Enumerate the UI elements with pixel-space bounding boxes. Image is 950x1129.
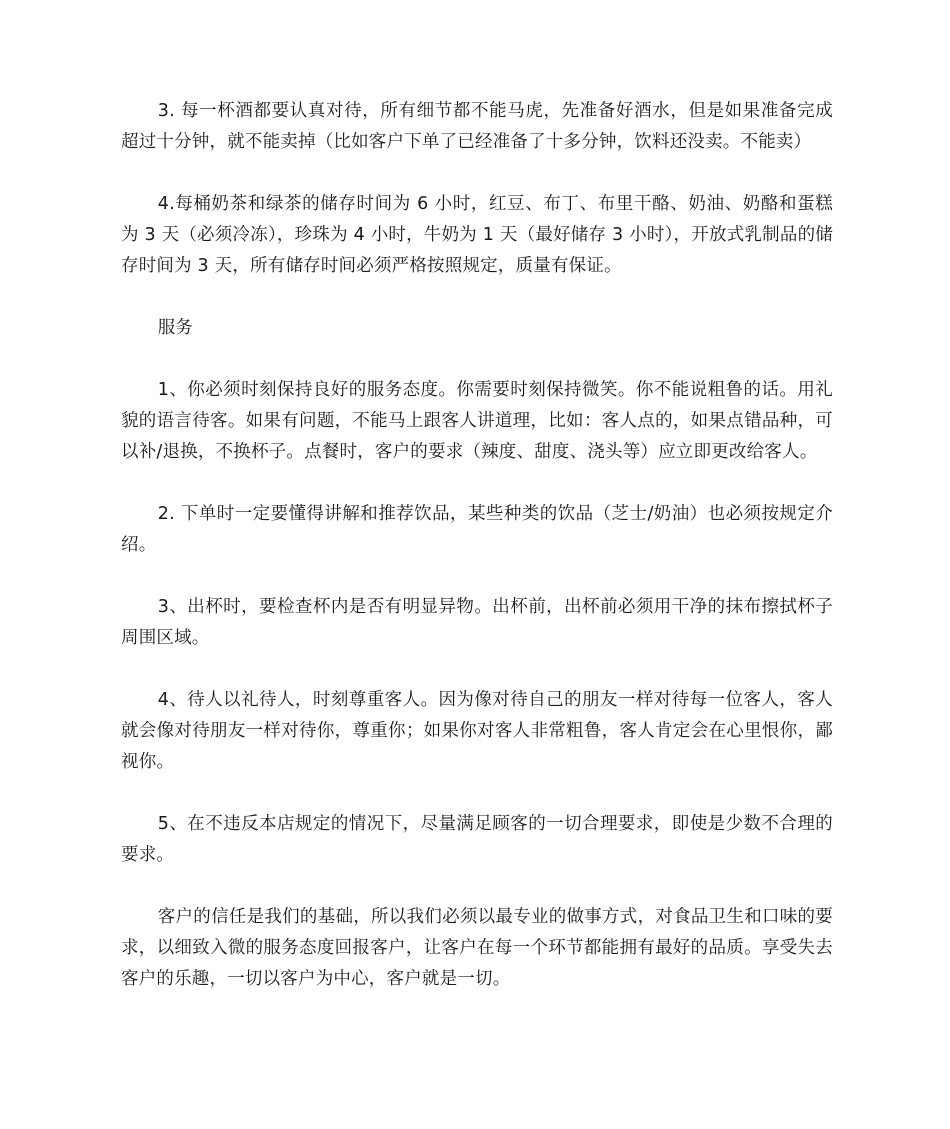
paragraph-storage-time: 4.每桶奶茶和绿茶的储存时间为 6 小时，红豆、布丁、布里干酪、奶油、奶酪和蛋糕为 3 天（必须冷冻），珍珠为 4 小时，牛奶为 1 天（最好储存 3 小时），开放式乳制品的储存时间为 3 天，所有储存时间必须严格按照规定，质量有保证。 — [121, 194, 833, 276]
closing-paragraph: 客户的信任是我们的基础，所以我们必须以最专业的做事方式，对食品卫生和口味的要求，以细致入微的服务态度回报客户，让客户在每一个环节都能拥有最好的品质。享受失去客户的乐趣，一切以客户为中心，客户就是一切。 — [121, 907, 833, 989]
service-item-3: 3、出杯时，要检查杯内是否有明显异物。出杯前，出杯前必须用干净的抹布擦拭杯子周围区域。 — [121, 597, 833, 648]
service-item-2: 2. 下单时一定要懂得讲解和推荐饮品，某些种类的饮品（芝士/奶油）也必须按规定介绍。 — [121, 504, 833, 555]
service-item-1: 1、你必须时刻保持良好的服务态度。你需要时刻保持微笑。你不能说粗鲁的话。用礼貌的语言待客。如果有问题，不能马上跟客人讲道理，比如：客人点的，如果点错品种，可以补/退换，不换杯子。点餐时，客户的要求（辣度、甜度、浇头等）应立即更改给客人。 — [121, 380, 833, 462]
service-item-5: 5、在不违反本店规定的情况下，尽量满足顾客的一切合理要求，即使是少数不合理的要求。 — [121, 814, 833, 865]
section-heading-service: 服务 — [157, 318, 193, 338]
paragraph-drink-handling: 3. 每一杯酒都要认真对待，所有细节都不能马虎，先准备好酒水，但是如果准备完成超过十分钟，就不能卖掉（比如客户下单了已经准备了十多分钟，饮料还没卖。不能卖） — [121, 101, 833, 152]
document-page — [121, 96, 833, 1026]
service-item-4: 4、待人以礼待人，时刻尊重客人。因为像对待自己的朋友一样对待每一位客人，客人就会像对待朋友一样对待你，尊重你；如果你对客人非常粗鲁，客人肯定会在心里恨你，鄙视你。 — [121, 690, 833, 772]
